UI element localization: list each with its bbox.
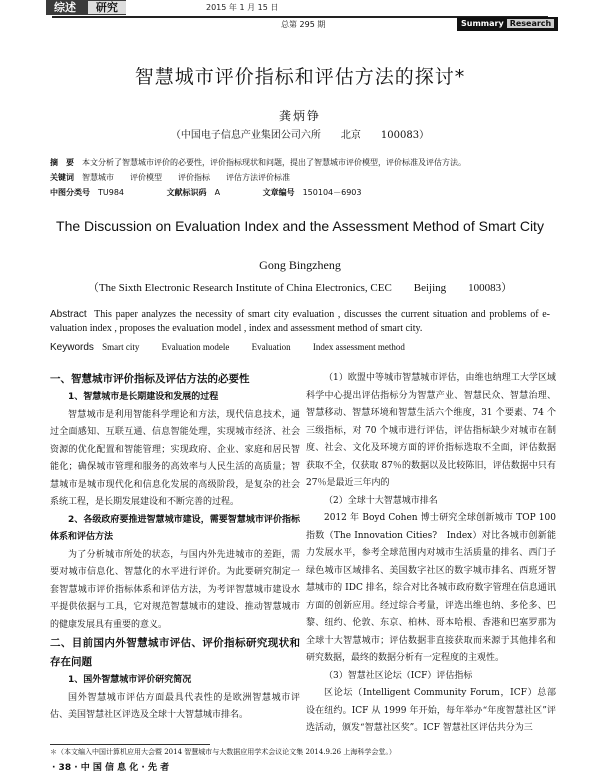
keywords-en — [50, 342, 425, 353]
subsection-heading: 1、智慧城市是长期建设和发展的过程 — [68, 392, 219, 402]
keyword-en: Smart city — [102, 342, 140, 352]
paragraph: 智慧城市是利用智能科学理论和方法，现代信息技术，通过全面感知、互联互通、信息智能处理，实现城市经济、社会资源的优化配置和智能管理；实现政府、企业、家庭和居民智能化；确保城市管理和服务的高效率与人民生活的高质量；智慧城市是城市现代化和信息化发展的高级阶段，是复杂的社会系统工程，是长期发展建设和不断完善的过程。 — [50, 409, 300, 507]
subsection-heading: 2、各级政府要推进智慧城市建设，需要智慧城市评价指标体系和评估方法 — [50, 514, 300, 542]
subsection-heading: 1、国外智慧城市评价研究简况 — [68, 675, 192, 685]
right-column — [306, 370, 556, 738]
affiliation-cn: （中国电子信息产业集团公司六所 北京 100083） — [170, 130, 430, 141]
affiliation-en: （The Sixth Electronic Research Institute of China Electronics, CEC Beijing 100083） — [87, 282, 513, 294]
author-en: Gong Bingzheng — [259, 258, 341, 272]
paragraph: （1）欧盟中等城市智慧城市评估，由维也纳理工大学区域科学中心提出评估指标分为智慧产业、智慧民众、智慧治理、智慧移动、智慧环境和智慧生活六个维度，31 个要素、74 个三级指标，对 70 个城市进行评估，评估指标缺少对城市在制度、社会、文化及环境方面的评价指标选取不全面，评估数据获取不全，仅获取 87％的数据以及比较陈旧，评估数据中只有 27％是最近三年内的 — [306, 373, 556, 488]
clc-value: TU984 — [98, 188, 125, 197]
clc-label: 中图分类号 — [50, 188, 90, 197]
keywords-cn-label: 关键词 — [50, 173, 74, 182]
footnote-rule — [50, 744, 210, 745]
summary-label: Summary — [461, 19, 504, 28]
abstract-cn-label: 摘 要 — [50, 158, 74, 167]
paragraph: 2012 年 Boyd Cohen 博士研究全球创新城市 TOP 100 指数（The Innovation Cities? Index）对比各城市创新能力发展水平，参考全球范围内对城市生活质量的排名、西门子绿色城市区域排名、美国数字社区的数字城市排名、西班牙智慧城市的 IDC 排名，综合对比各城市政府数字管理在信息通讯方面的创新应用。经过综合考量，评选出维也纳、多伦多、巴黎、纽约、伦敦、东京、柏林、哥本哈根、香港和巴塞罗那为全球十大智慧城市；评估数据非直接获取而来源于其他排名和研究数据，最终的数据分析有一定程度的主观性。 — [306, 513, 556, 663]
issue-date: 2015 年 1 月 15 日 — [206, 3, 279, 12]
footnote: ＊（本文编入中国计算机应用大会暨 2014 智慧城市与大数据应用学术会议论文集 2014.9.26 上海科学会堂。） — [50, 748, 396, 756]
paragraph: 国外智慧城市评估方面最具代表性的是欧洲智慧城市评估、美国智慧社区评选及全球十大智慧城市排名。 — [50, 692, 300, 720]
keywords-en-label: Keywords — [50, 342, 94, 353]
article-no-label: 文章编号 — [262, 188, 295, 197]
doc-code-label: 文献标识码 — [166, 188, 207, 197]
left-column — [50, 370, 300, 725]
abstract-cn-text: 本文分析了智慧城市评价的必要性，评价指标现状和问题，提出了智慧城市评价模型，评价标准及评估方法。 — [82, 158, 466, 167]
title-cn: 智慧城市评价指标和评估方法的探讨* — [134, 66, 466, 88]
paragraph: （3）智慧社区论坛（ICF）评估指标 — [324, 670, 473, 681]
keyword-en: Index assessment method — [312, 342, 405, 352]
author-cn: 龚炳铮 — [278, 109, 321, 123]
doc-code-value: A — [214, 188, 221, 197]
section-tag — [46, 0, 126, 15]
section-heading: 二、目前国内外智慧城市评估、评价指标研究现状和存在问题 — [50, 637, 300, 668]
article-no-value: 150104－6903 — [302, 188, 362, 197]
keyword-en: Evaluation — [251, 342, 291, 352]
issue-number: 总第 295 期 — [281, 20, 326, 29]
abstract-en-label: Abstract — [50, 309, 87, 320]
keywords-cn-text: 智慧城市 评价模型 评价指标 评估方法评价标准 — [82, 173, 290, 182]
section-tag-right: 研究 — [88, 1, 126, 14]
paragraph: （2）全球十大智慧城市排名 — [324, 495, 438, 506]
paragraph: 区论坛（Intelligent Community Forum，ICF）总部设在纽约。ICF 从 1999 年开始，每年举办“年度智慧社区”评选活动，颁发“智慧社区奖”。ICF 智慧社区评估共分为三 — [306, 688, 556, 733]
keyword-en: Evaluation modele — [161, 342, 230, 352]
title-en: The Discussion on Evaluation Index and the Assessment Method of Smart City — [56, 218, 544, 234]
classification-line — [50, 187, 362, 198]
research-label: Research — [507, 19, 555, 28]
summary-research-tag — [457, 17, 558, 31]
paragraph: 为了分析城市所处的状态，与国内外先进城市的差距，需要对城市信息化、智慧化的水平进行评价。为此要研究制定一套智慧城市评价指标体系和评估方法，为考评智慧城市建设水平提供依据与工具，它对规范智慧城市的建设、推动智慧城市的健康发展具有重要的意义。 — [50, 549, 300, 630]
section-tag-left: 综述 — [54, 1, 76, 14]
abstract-en — [50, 308, 550, 336]
section-heading: 一、智慧城市评价指标及评估方法的必要性 — [50, 373, 250, 385]
abstract-en-text: This paper analyzes the necessity of smart city evaluation , discusses the current situation and problems of e-valuation index , proposes the evaluation model , index and assessment method of smart city. — [50, 309, 551, 334]
abstract-cn — [50, 157, 466, 168]
keywords-cn — [50, 172, 290, 183]
page-number: · 38 · 中 国 信 息 化 · 先 者 — [52, 763, 170, 773]
